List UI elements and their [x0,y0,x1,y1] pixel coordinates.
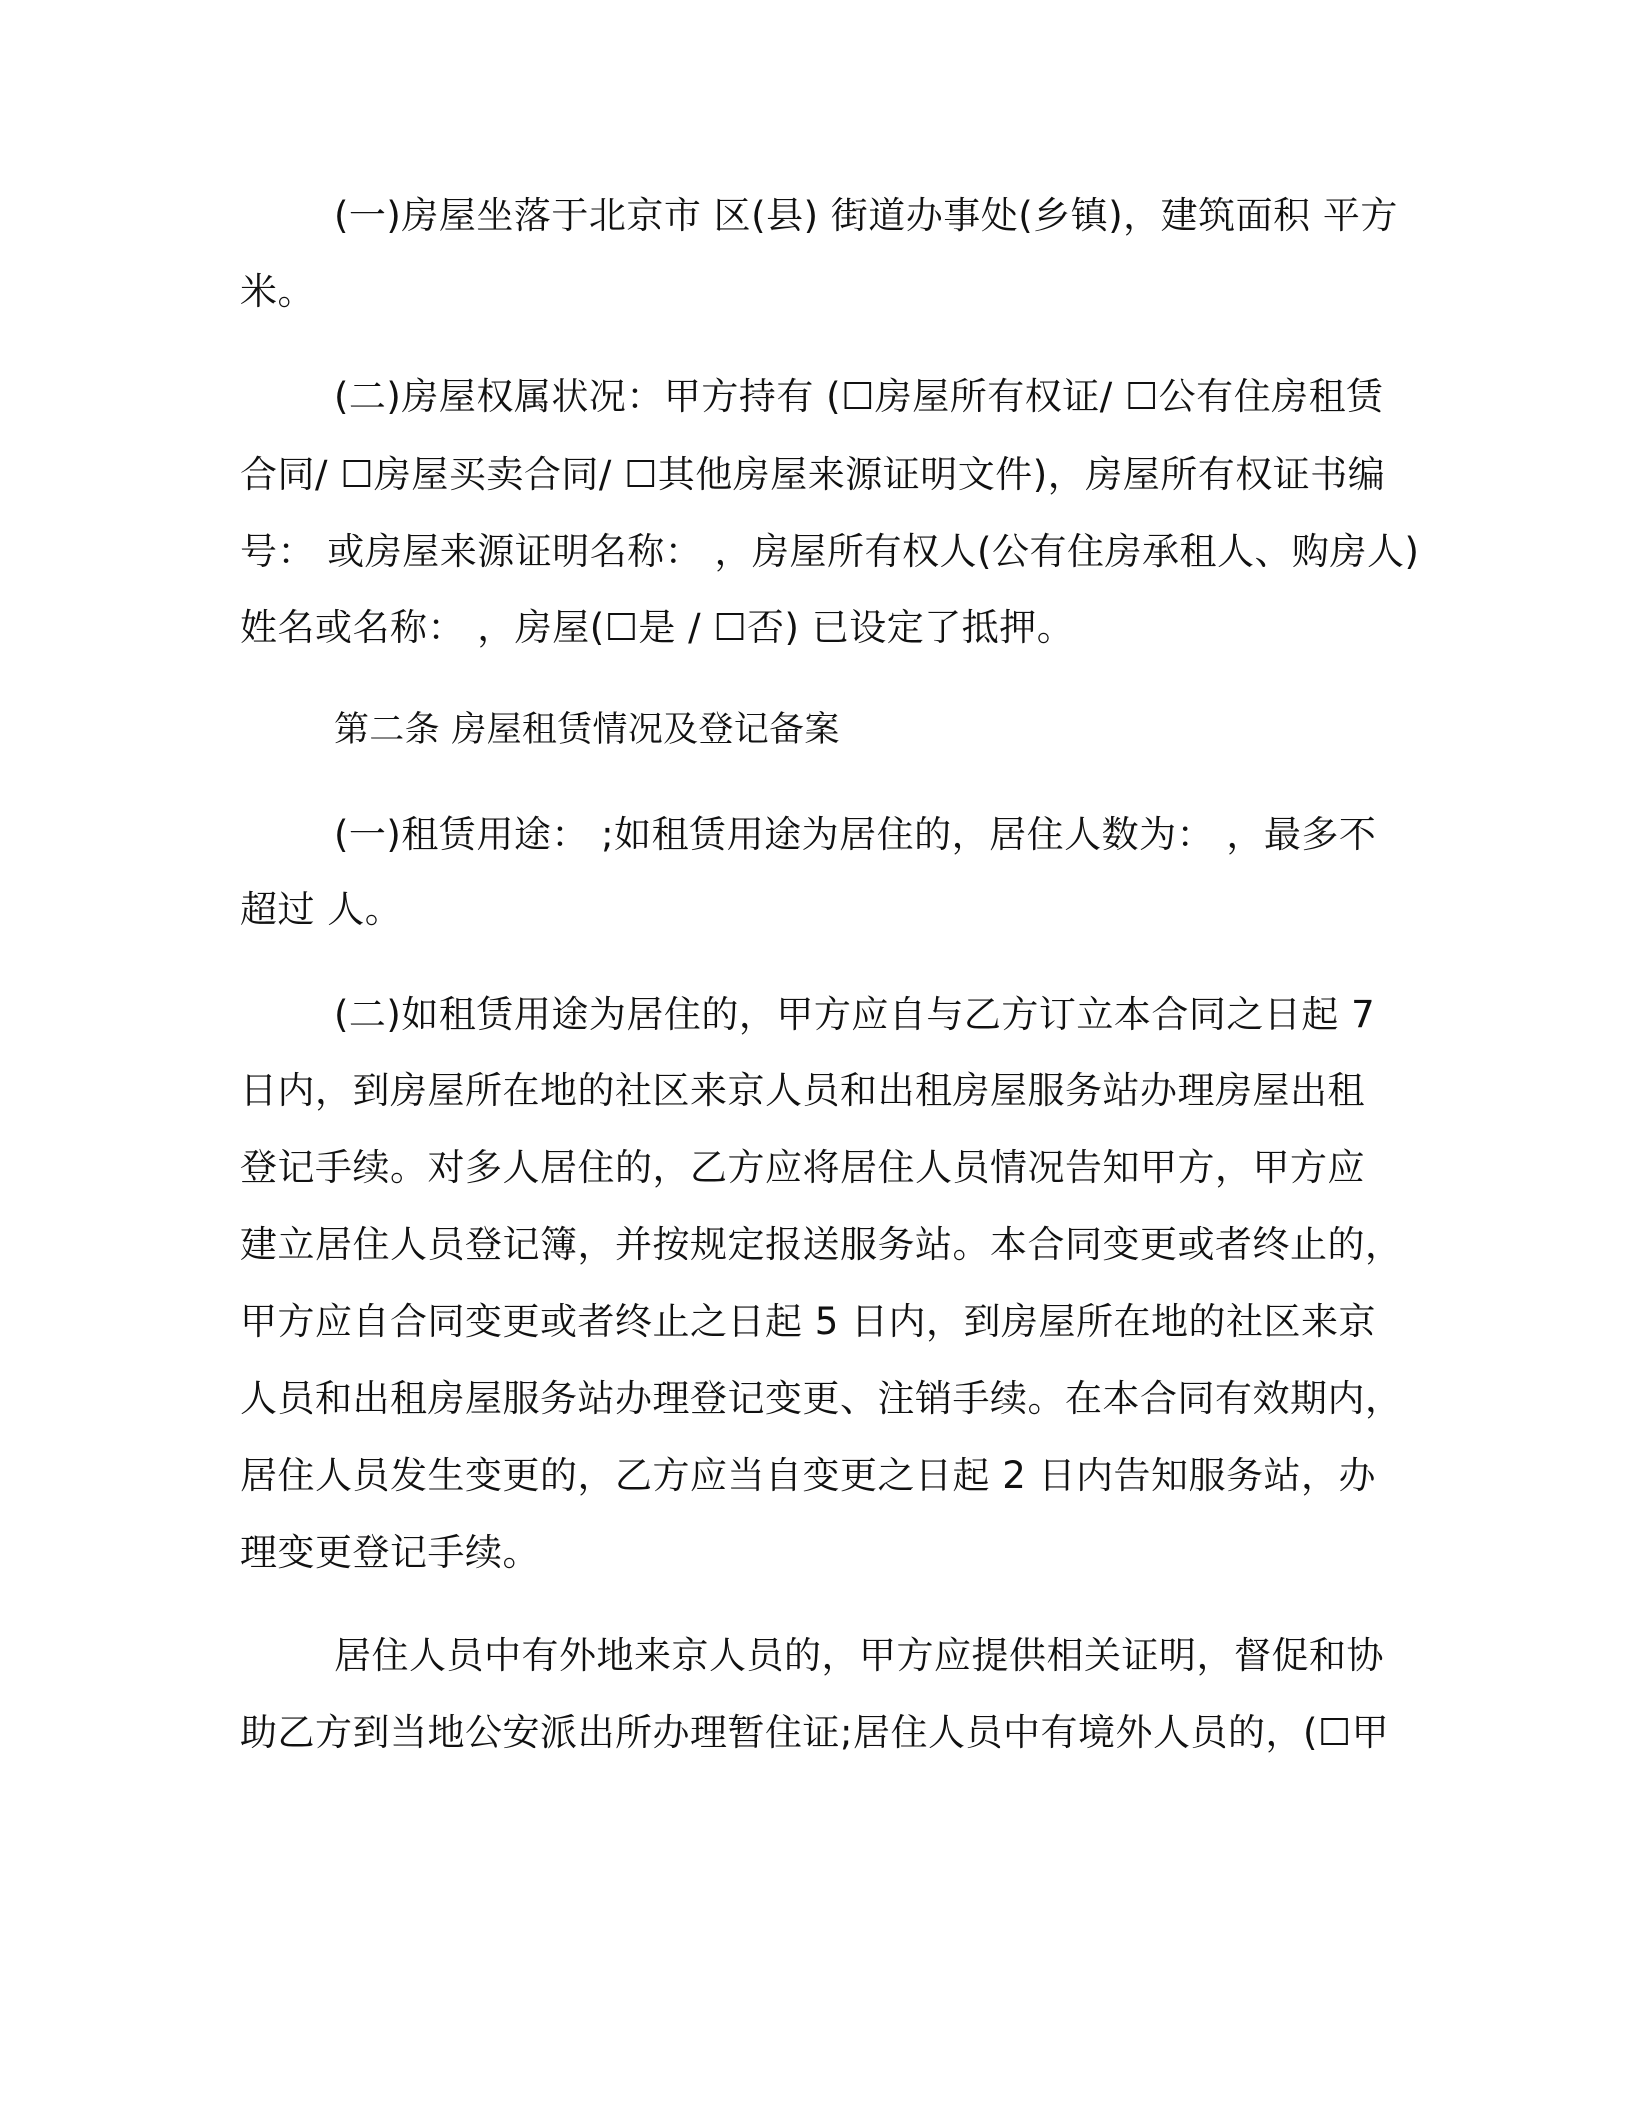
paragraph-3-line-1: (一)租赁用途： ;如租赁用途为居住的，居住人数为： ，最多不 [334,813,1377,856]
paragraph-4-line-4: 建立居住人员登记簿，并按规定报送服务站。本合同变更或者终止的， [240,1223,1403,1266]
paragraph-4-line-5: 甲方应自合同变更或者终止之日起 5 日内，到房屋所在地的社区来京 [240,1300,1377,1343]
paragraph-5-line-2: 助乙方到当地公安派出所办理暂住证;居住人员中有境外人员的，(☐甲 [240,1711,1390,1754]
paragraph-2-line-4: 姓名或名称： ，房屋(☐是 / ☐否) 已设定了抵押。 [240,606,1075,649]
paragraph-4-line-1: (二)如租赁用途为居住的，甲方应自与乙方订立本合同之日起 7 [334,993,1376,1036]
paragraph-4-line-2: 日内，到房屋所在地的社区来京人员和出租房屋服务站办理房屋出租 [240,1069,1365,1112]
paragraph-1-line-1: (一)房屋坐落于北京市 区(县) 街道办事处(乡镇)，建筑面积 平方 [334,194,1398,237]
paragraph-2-line-3: 号： 或房屋来源证明名称： ，房屋所有权人(公有住房承租人、购房人) [240,530,1420,573]
paragraph-4-line-3: 登记手续。对多人居住的，乙方应将居住人员情况告知甲方，甲方应 [240,1146,1365,1189]
paragraph-4-line-6: 人员和出租房屋服务站办理登记变更、注销手续。在本合同有效期内， [240,1377,1403,1420]
article-two-heading: 第二条 房屋租赁情况及登记备案 [334,710,840,750]
paragraph-2-line-1: (二)房屋权属状况：甲方持有 (☐房屋所有权证/ ☐公有住房租赁 [334,375,1384,418]
paragraph-2-line-2: 合同/ ☐房屋买卖合同/ ☐其他房屋来源证明文件)，房屋所有权证书编 [240,453,1386,496]
paragraph-3-line-2: 超过 人。 [240,888,403,931]
paragraph-1-line-2: 米。 [240,270,315,313]
paragraph-4-line-8: 理变更登记手续。 [240,1531,540,1574]
paragraph-5-line-1: 居住人员中有外地来京人员的，甲方应提供相关证明，督促和协 [334,1634,1384,1677]
paragraph-4-line-7: 居住人员发生变更的，乙方应当自变更之日起 2 日内告知服务站，办 [240,1454,1377,1497]
